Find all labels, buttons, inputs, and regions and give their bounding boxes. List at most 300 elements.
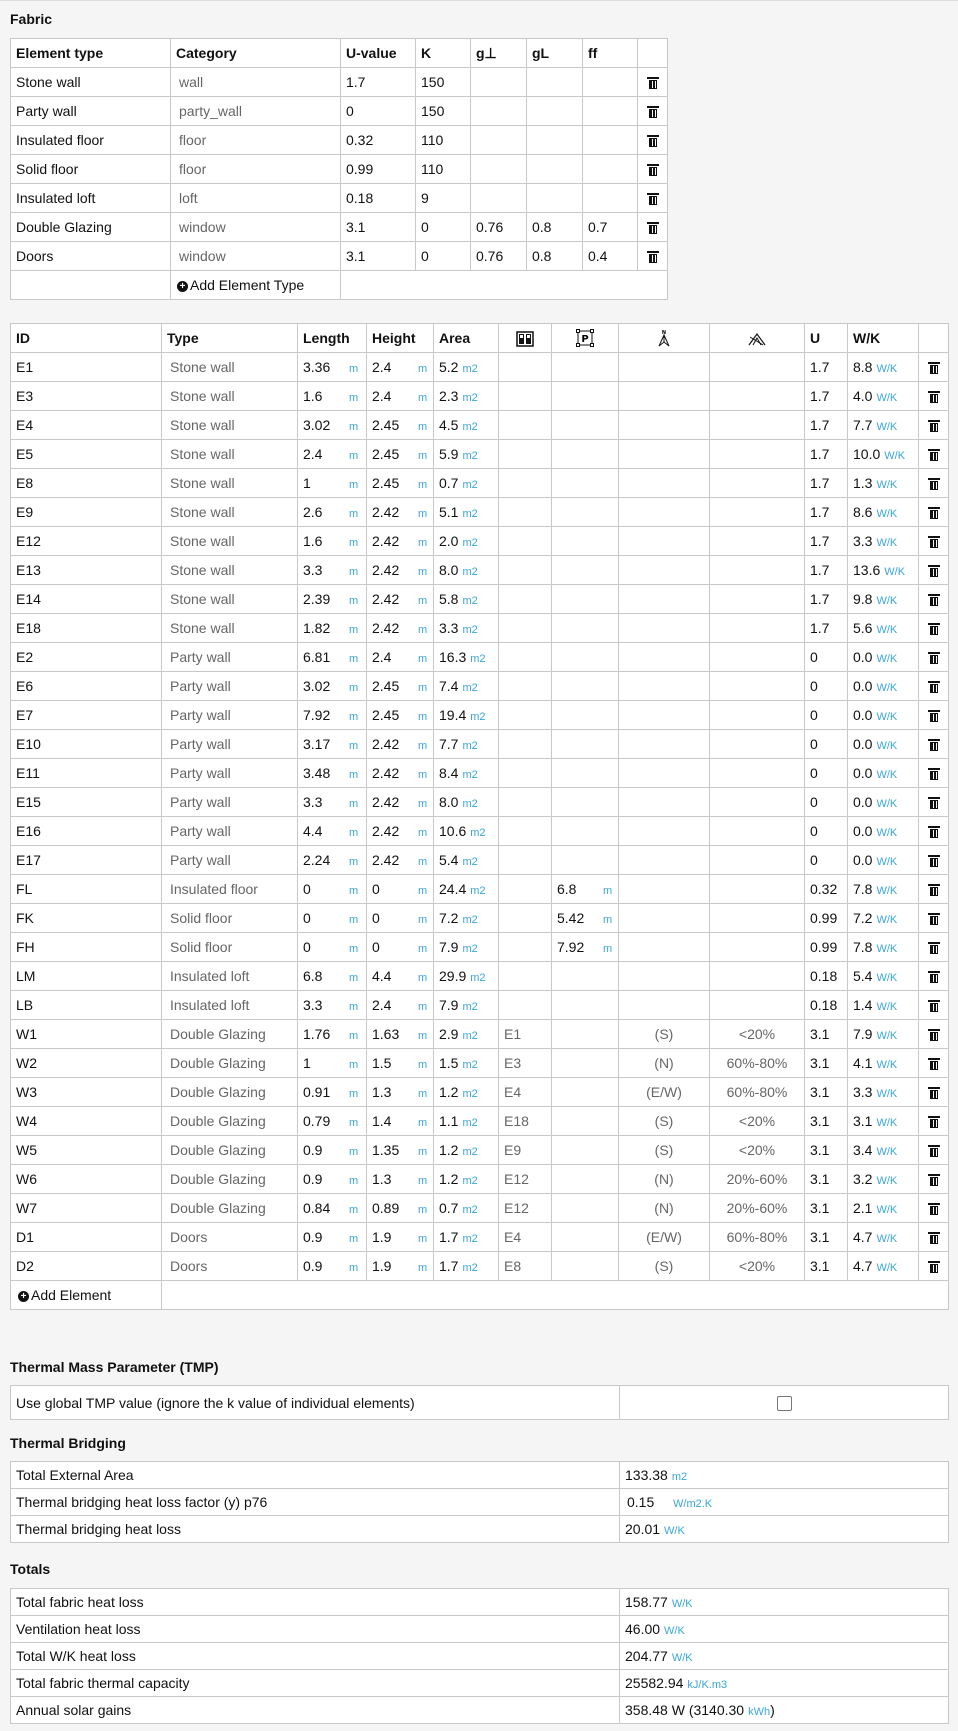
fabric-k[interactable]: 150 xyxy=(416,68,471,97)
element-length[interactable]: 0.91 xyxy=(303,1084,331,1100)
element-height[interactable]: 0 xyxy=(372,939,380,955)
fabric-u-value[interactable]: 3.1 xyxy=(341,242,416,271)
element-height[interactable]: 2.4 xyxy=(372,997,392,1013)
delete-element-button[interactable] xyxy=(919,527,949,556)
delete-element-button[interactable] xyxy=(919,817,949,846)
element-id[interactable]: W3 xyxy=(11,1078,162,1107)
element-id[interactable]: E15 xyxy=(11,788,162,817)
element-orientation[interactable]: (S) xyxy=(619,1020,710,1049)
element-overshading[interactable] xyxy=(710,759,805,788)
element-overshading[interactable] xyxy=(710,962,805,991)
fabric-ff[interactable] xyxy=(583,155,638,184)
element-id[interactable]: W2 xyxy=(11,1049,162,1078)
element-type[interactable]: Stone wall xyxy=(162,382,298,411)
element-overshading[interactable] xyxy=(710,817,805,846)
element-length[interactable]: 0 xyxy=(303,910,311,926)
delete-element-type-button[interactable] xyxy=(638,97,668,126)
element-overshading[interactable] xyxy=(710,788,805,817)
delete-element-type-button[interactable] xyxy=(638,242,668,271)
element-type[interactable]: Party wall xyxy=(162,730,298,759)
element-overshading[interactable] xyxy=(710,672,805,701)
element-orientation[interactable] xyxy=(619,701,710,730)
element-length[interactable]: 1.6 xyxy=(303,388,323,404)
element-type[interactable]: Stone wall xyxy=(162,440,298,469)
element-height[interactable]: 1.3 xyxy=(372,1084,392,1100)
element-type[interactable]: Party wall xyxy=(162,643,298,672)
element-orientation[interactable] xyxy=(619,875,710,904)
element-type[interactable]: Doors xyxy=(162,1223,298,1252)
element-orientation[interactable] xyxy=(619,904,710,933)
element-overshading[interactable]: 60%-80% xyxy=(710,1223,805,1252)
element-id[interactable]: E10 xyxy=(11,730,162,759)
element-type[interactable]: Stone wall xyxy=(162,614,298,643)
element-height[interactable]: 4.4 xyxy=(372,968,392,984)
delete-element-button[interactable] xyxy=(919,1078,949,1107)
element-orientation[interactable] xyxy=(619,643,710,672)
element-length[interactable]: 3.3 xyxy=(303,997,323,1013)
element-overshading[interactable] xyxy=(710,904,805,933)
element-overshading[interactable] xyxy=(710,875,805,904)
delete-element-button[interactable] xyxy=(919,991,949,1020)
element-overshading[interactable] xyxy=(710,991,805,1020)
element-subtract-from[interactable] xyxy=(499,875,552,904)
element-length[interactable]: 4.4 xyxy=(303,823,323,839)
fabric-ff[interactable] xyxy=(583,68,638,97)
element-length[interactable]: 1 xyxy=(303,475,311,491)
element-height[interactable]: 1.9 xyxy=(372,1258,392,1274)
delete-element-button[interactable] xyxy=(919,962,949,991)
delete-element-button[interactable] xyxy=(919,788,949,817)
element-orientation[interactable] xyxy=(619,817,710,846)
element-length[interactable]: 7.92 xyxy=(303,707,331,723)
element-overshading[interactable] xyxy=(710,556,805,585)
element-length[interactable]: 6.8 xyxy=(303,968,323,984)
element-orientation[interactable] xyxy=(619,846,710,875)
element-id[interactable]: E6 xyxy=(11,672,162,701)
fabric-category[interactable]: window xyxy=(171,242,341,271)
element-type[interactable]: Party wall xyxy=(162,701,298,730)
fabric-ff[interactable] xyxy=(583,126,638,155)
global-tmp-checkbox[interactable] xyxy=(777,1396,792,1411)
fabric-u-value[interactable]: 0.99 xyxy=(341,155,416,184)
element-length[interactable]: 1 xyxy=(303,1055,311,1071)
element-height[interactable]: 2.42 xyxy=(372,736,400,752)
element-id[interactable]: E5 xyxy=(11,440,162,469)
element-length[interactable]: 2.39 xyxy=(303,591,331,607)
element-subtract-from[interactable] xyxy=(499,701,552,730)
element-id[interactable]: E16 xyxy=(11,817,162,846)
element-length[interactable]: 0.79 xyxy=(303,1113,331,1129)
element-id[interactable]: E9 xyxy=(11,498,162,527)
delete-element-type-button[interactable] xyxy=(638,68,668,97)
element-height[interactable]: 2.42 xyxy=(372,620,400,636)
element-orientation[interactable]: (S) xyxy=(619,1136,710,1165)
element-orientation[interactable] xyxy=(619,585,710,614)
element-id[interactable]: E1 xyxy=(11,353,162,382)
fabric-k[interactable]: 0 xyxy=(416,213,471,242)
element-height[interactable]: 1.35 xyxy=(372,1142,400,1158)
element-orientation[interactable]: (E/W) xyxy=(619,1078,710,1107)
element-id[interactable]: W7 xyxy=(11,1194,162,1223)
fabric-gl[interactable] xyxy=(527,97,583,126)
element-orientation[interactable] xyxy=(619,991,710,1020)
element-subtract-from[interactable] xyxy=(499,382,552,411)
element-id[interactable]: E8 xyxy=(11,469,162,498)
element-type[interactable]: Stone wall xyxy=(162,527,298,556)
element-height[interactable]: 0.89 xyxy=(372,1200,400,1216)
element-id[interactable]: E2 xyxy=(11,643,162,672)
element-type[interactable]: Stone wall xyxy=(162,556,298,585)
element-id[interactable]: W5 xyxy=(11,1136,162,1165)
fabric-g-perp[interactable] xyxy=(471,155,527,184)
fabric-g-perp[interactable]: 0.76 xyxy=(471,242,527,271)
element-id[interactable]: W1 xyxy=(11,1020,162,1049)
element-overshading[interactable] xyxy=(710,440,805,469)
delete-element-button[interactable] xyxy=(919,1252,949,1281)
fabric-k[interactable]: 0 xyxy=(416,242,471,271)
element-type[interactable]: Stone wall xyxy=(162,353,298,382)
element-overshading[interactable] xyxy=(710,469,805,498)
fabric-gl[interactable]: 0.8 xyxy=(527,242,583,271)
element-height[interactable]: 2.42 xyxy=(372,765,400,781)
element-subtract-from[interactable]: E8 xyxy=(499,1252,552,1281)
delete-element-button[interactable] xyxy=(919,904,949,933)
element-overshading[interactable] xyxy=(710,846,805,875)
element-type[interactable]: Party wall xyxy=(162,672,298,701)
element-length[interactable]: 2.24 xyxy=(303,852,331,868)
delete-element-type-button[interactable] xyxy=(638,213,668,242)
element-orientation[interactable] xyxy=(619,556,710,585)
element-overshading[interactable]: <20% xyxy=(710,1107,805,1136)
element-subtract-from[interactable]: E18 xyxy=(499,1107,552,1136)
fabric-ff[interactable]: 0.7 xyxy=(583,213,638,242)
element-id[interactable]: D2 xyxy=(11,1252,162,1281)
element-orientation[interactable] xyxy=(619,730,710,759)
fabric-gl[interactable] xyxy=(527,126,583,155)
fabric-g-perp[interactable]: 0.76 xyxy=(471,213,527,242)
delete-element-button[interactable] xyxy=(919,440,949,469)
element-subtract-from[interactable]: E12 xyxy=(499,1194,552,1223)
element-subtract-from[interactable]: E12 xyxy=(499,1165,552,1194)
element-overshading[interactable] xyxy=(710,933,805,962)
element-height[interactable]: 2.42 xyxy=(372,562,400,578)
bridging-factor-input[interactable]: 0.15 xyxy=(627,1494,655,1510)
element-length[interactable]: 0 xyxy=(303,881,311,897)
element-length[interactable]: 3.17 xyxy=(303,736,331,752)
delete-element-button[interactable] xyxy=(919,1223,949,1252)
delete-element-button[interactable] xyxy=(919,933,949,962)
element-subtract-from[interactable] xyxy=(499,991,552,1020)
element-height[interactable]: 2.42 xyxy=(372,852,400,868)
element-overshading[interactable] xyxy=(710,527,805,556)
element-length[interactable]: 0.84 xyxy=(303,1200,331,1216)
element-height[interactable]: 0 xyxy=(372,881,380,897)
element-perimeter[interactable]: 6.8 xyxy=(557,881,577,897)
element-id[interactable]: E7 xyxy=(11,701,162,730)
element-orientation[interactable]: (E/W) xyxy=(619,1223,710,1252)
element-length[interactable]: 6.81 xyxy=(303,649,331,665)
element-id[interactable]: W6 xyxy=(11,1165,162,1194)
element-overshading[interactable] xyxy=(710,730,805,759)
element-subtract-from[interactable] xyxy=(499,498,552,527)
delete-element-button[interactable] xyxy=(919,353,949,382)
fabric-ff[interactable] xyxy=(583,184,638,213)
element-orientation[interactable] xyxy=(619,759,710,788)
fabric-k[interactable]: 9 xyxy=(416,184,471,213)
element-height[interactable]: 0 xyxy=(372,910,380,926)
fabric-u-value[interactable]: 0.18 xyxy=(341,184,416,213)
element-subtract-from[interactable] xyxy=(499,353,552,382)
element-length[interactable]: 2.6 xyxy=(303,504,323,520)
fabric-u-value[interactable]: 3.1 xyxy=(341,213,416,242)
fabric-ff[interactable] xyxy=(583,97,638,126)
element-subtract-from[interactable] xyxy=(499,614,552,643)
element-type[interactable]: Party wall xyxy=(162,846,298,875)
element-type[interactable]: Insulated loft xyxy=(162,962,298,991)
element-height[interactable]: 2.45 xyxy=(372,678,400,694)
fabric-k[interactable]: 150 xyxy=(416,97,471,126)
element-length[interactable]: 1.82 xyxy=(303,620,331,636)
element-id[interactable]: E12 xyxy=(11,527,162,556)
element-length[interactable]: 3.02 xyxy=(303,417,331,433)
element-height[interactable]: 2.42 xyxy=(372,504,400,520)
element-overshading[interactable]: <20% xyxy=(710,1252,805,1281)
element-type[interactable]: Double Glazing xyxy=(162,1136,298,1165)
element-height[interactable]: 2.45 xyxy=(372,417,400,433)
element-type[interactable]: Party wall xyxy=(162,788,298,817)
element-overshading[interactable] xyxy=(710,614,805,643)
element-length[interactable]: 0.9 xyxy=(303,1142,323,1158)
element-type[interactable]: Doors xyxy=(162,1252,298,1281)
element-subtract-from[interactable]: E4 xyxy=(499,1223,552,1252)
element-id[interactable]: E4 xyxy=(11,411,162,440)
fabric-g-perp[interactable] xyxy=(471,68,527,97)
element-subtract-from[interactable] xyxy=(499,643,552,672)
element-height[interactable]: 2.42 xyxy=(372,533,400,549)
fabric-u-value[interactable]: 0 xyxy=(341,97,416,126)
delete-element-button[interactable] xyxy=(919,1136,949,1165)
add-element-type-button[interactable]: + Add Element Type xyxy=(171,271,341,300)
element-orientation[interactable] xyxy=(619,933,710,962)
element-id[interactable]: D1 xyxy=(11,1223,162,1252)
element-subtract-from[interactable] xyxy=(499,759,552,788)
delete-element-button[interactable] xyxy=(919,469,949,498)
element-id[interactable]: E3 xyxy=(11,382,162,411)
delete-element-type-button[interactable] xyxy=(638,126,668,155)
element-orientation[interactable] xyxy=(619,498,710,527)
delete-element-button[interactable] xyxy=(919,498,949,527)
element-subtract-from[interactable] xyxy=(499,788,552,817)
element-height[interactable]: 2.42 xyxy=(372,591,400,607)
fabric-g-perp[interactable] xyxy=(471,184,527,213)
element-overshading[interactable]: 60%-80% xyxy=(710,1049,805,1078)
element-orientation[interactable] xyxy=(619,382,710,411)
element-type[interactable]: Stone wall xyxy=(162,585,298,614)
element-type[interactable]: Solid floor xyxy=(162,904,298,933)
element-overshading[interactable] xyxy=(710,382,805,411)
element-subtract-from[interactable] xyxy=(499,730,552,759)
element-orientation[interactable] xyxy=(619,962,710,991)
element-id[interactable]: LM xyxy=(11,962,162,991)
element-orientation[interactable] xyxy=(619,614,710,643)
element-overshading[interactable]: <20% xyxy=(710,1020,805,1049)
element-type[interactable]: Stone wall xyxy=(162,469,298,498)
delete-element-button[interactable] xyxy=(919,411,949,440)
delete-element-button[interactable] xyxy=(919,1165,949,1194)
element-subtract-from[interactable] xyxy=(499,846,552,875)
element-overshading[interactable]: 60%-80% xyxy=(710,1078,805,1107)
fabric-gl[interactable] xyxy=(527,184,583,213)
delete-element-button[interactable] xyxy=(919,701,949,730)
element-length[interactable]: 3.3 xyxy=(303,794,323,810)
element-perimeter[interactable]: 5.42 xyxy=(557,910,585,926)
element-id[interactable]: E14 xyxy=(11,585,162,614)
element-type[interactable]: Double Glazing xyxy=(162,1020,298,1049)
element-height[interactable]: 2.45 xyxy=(372,446,400,462)
delete-element-button[interactable] xyxy=(919,759,949,788)
element-type[interactable]: Insulated floor xyxy=(162,875,298,904)
fabric-ff[interactable]: 0.4 xyxy=(583,242,638,271)
element-type[interactable]: Double Glazing xyxy=(162,1078,298,1107)
element-subtract-from[interactable] xyxy=(499,469,552,498)
element-length[interactable]: 2.4 xyxy=(303,446,323,462)
element-subtract-from[interactable] xyxy=(499,440,552,469)
element-subtract-from[interactable]: E3 xyxy=(499,1049,552,1078)
delete-element-button[interactable] xyxy=(919,1020,949,1049)
element-height[interactable]: 2.4 xyxy=(372,388,392,404)
delete-element-button[interactable] xyxy=(919,730,949,759)
element-subtract-from[interactable]: E1 xyxy=(499,1020,552,1049)
element-overshading[interactable] xyxy=(710,585,805,614)
delete-element-button[interactable] xyxy=(919,1194,949,1223)
element-id[interactable]: FL xyxy=(11,875,162,904)
fabric-category[interactable]: floor xyxy=(171,126,341,155)
element-length[interactable]: 0 xyxy=(303,939,311,955)
element-length[interactable]: 1.76 xyxy=(303,1026,331,1042)
element-subtract-from[interactable] xyxy=(499,556,552,585)
element-overshading[interactable]: 20%-60% xyxy=(710,1194,805,1223)
element-overshading[interactable] xyxy=(710,353,805,382)
delete-element-button[interactable] xyxy=(919,846,949,875)
element-orientation[interactable]: (N) xyxy=(619,1165,710,1194)
element-type[interactable]: Stone wall xyxy=(162,498,298,527)
element-subtract-from[interactable] xyxy=(499,817,552,846)
add-element-button[interactable]: + Add Element xyxy=(11,1281,162,1310)
fabric-u-value[interactable]: 1.7 xyxy=(341,68,416,97)
element-orientation[interactable]: (N) xyxy=(619,1049,710,1078)
delete-element-type-button[interactable] xyxy=(638,184,668,213)
element-height[interactable]: 2.45 xyxy=(372,707,400,723)
fabric-gl[interactable] xyxy=(527,155,583,184)
element-orientation[interactable] xyxy=(619,672,710,701)
element-height[interactable]: 1.63 xyxy=(372,1026,400,1042)
element-orientation[interactable] xyxy=(619,411,710,440)
element-length[interactable]: 0.9 xyxy=(303,1258,323,1274)
delete-element-button[interactable] xyxy=(919,382,949,411)
delete-element-button[interactable] xyxy=(919,614,949,643)
element-overshading[interactable] xyxy=(710,643,805,672)
element-perimeter[interactable]: 7.92 xyxy=(557,939,585,955)
fabric-category[interactable]: window xyxy=(171,213,341,242)
element-overshading[interactable]: <20% xyxy=(710,1136,805,1165)
element-id[interactable]: LB xyxy=(11,991,162,1020)
fabric-u-value[interactable]: 0.32 xyxy=(341,126,416,155)
fabric-category[interactable]: floor xyxy=(171,155,341,184)
element-subtract-from[interactable] xyxy=(499,527,552,556)
element-height[interactable]: 2.42 xyxy=(372,823,400,839)
element-length[interactable]: 1.6 xyxy=(303,533,323,549)
element-subtract-from[interactable] xyxy=(499,411,552,440)
element-orientation[interactable]: (S) xyxy=(619,1252,710,1281)
fabric-category[interactable]: party_wall xyxy=(171,97,341,126)
element-length[interactable]: 3.48 xyxy=(303,765,331,781)
fabric-category[interactable]: loft xyxy=(171,184,341,213)
element-type[interactable]: Insulated loft xyxy=(162,991,298,1020)
element-overshading[interactable]: 20%-60% xyxy=(710,1165,805,1194)
element-height[interactable]: 1.9 xyxy=(372,1229,392,1245)
element-id[interactable]: E17 xyxy=(11,846,162,875)
element-id[interactable]: E18 xyxy=(11,614,162,643)
element-orientation[interactable] xyxy=(619,788,710,817)
element-overshading[interactable] xyxy=(710,701,805,730)
element-orientation[interactable] xyxy=(619,353,710,382)
element-type[interactable]: Double Glazing xyxy=(162,1049,298,1078)
element-subtract-from[interactable] xyxy=(499,904,552,933)
delete-element-button[interactable] xyxy=(919,585,949,614)
element-type[interactable]: Party wall xyxy=(162,817,298,846)
delete-element-button[interactable] xyxy=(919,672,949,701)
fabric-g-perp[interactable] xyxy=(471,126,527,155)
element-orientation[interactable]: (S) xyxy=(619,1107,710,1136)
fabric-g-perp[interactable] xyxy=(471,97,527,126)
element-length[interactable]: 3.02 xyxy=(303,678,331,694)
element-height[interactable]: 2.45 xyxy=(372,475,400,491)
element-height[interactable]: 2.42 xyxy=(372,794,400,810)
element-orientation[interactable] xyxy=(619,469,710,498)
element-type[interactable]: Double Glazing xyxy=(162,1194,298,1223)
element-type[interactable]: Stone wall xyxy=(162,411,298,440)
element-overshading[interactable] xyxy=(710,498,805,527)
delete-element-button[interactable] xyxy=(919,875,949,904)
element-subtract-from[interactable]: E4 xyxy=(499,1078,552,1107)
fabric-category[interactable]: wall xyxy=(171,68,341,97)
delete-element-button[interactable] xyxy=(919,1049,949,1078)
element-id[interactable]: W4 xyxy=(11,1107,162,1136)
delete-element-button[interactable] xyxy=(919,643,949,672)
element-length[interactable]: 3.36 xyxy=(303,359,331,375)
element-overshading[interactable] xyxy=(710,411,805,440)
element-type[interactable]: Solid floor xyxy=(162,933,298,962)
delete-element-type-button[interactable] xyxy=(638,155,668,184)
element-height[interactable]: 1.4 xyxy=(372,1113,392,1129)
element-subtract-from[interactable] xyxy=(499,672,552,701)
element-subtract-from[interactable] xyxy=(499,962,552,991)
element-subtract-from[interactable] xyxy=(499,585,552,614)
delete-element-button[interactable] xyxy=(919,1107,949,1136)
element-height[interactable]: 2.4 xyxy=(372,649,392,665)
element-height[interactable]: 1.5 xyxy=(372,1055,392,1071)
fabric-k[interactable]: 110 xyxy=(416,155,471,184)
element-id[interactable]: E13 xyxy=(11,556,162,585)
element-orientation[interactable] xyxy=(619,440,710,469)
element-height[interactable]: 2.4 xyxy=(372,359,392,375)
fabric-gl[interactable] xyxy=(527,68,583,97)
delete-element-button[interactable] xyxy=(919,556,949,585)
element-type[interactable]: Double Glazing xyxy=(162,1107,298,1136)
element-id[interactable]: FH xyxy=(11,933,162,962)
element-id[interactable]: E11 xyxy=(11,759,162,788)
element-orientation[interactable] xyxy=(619,527,710,556)
